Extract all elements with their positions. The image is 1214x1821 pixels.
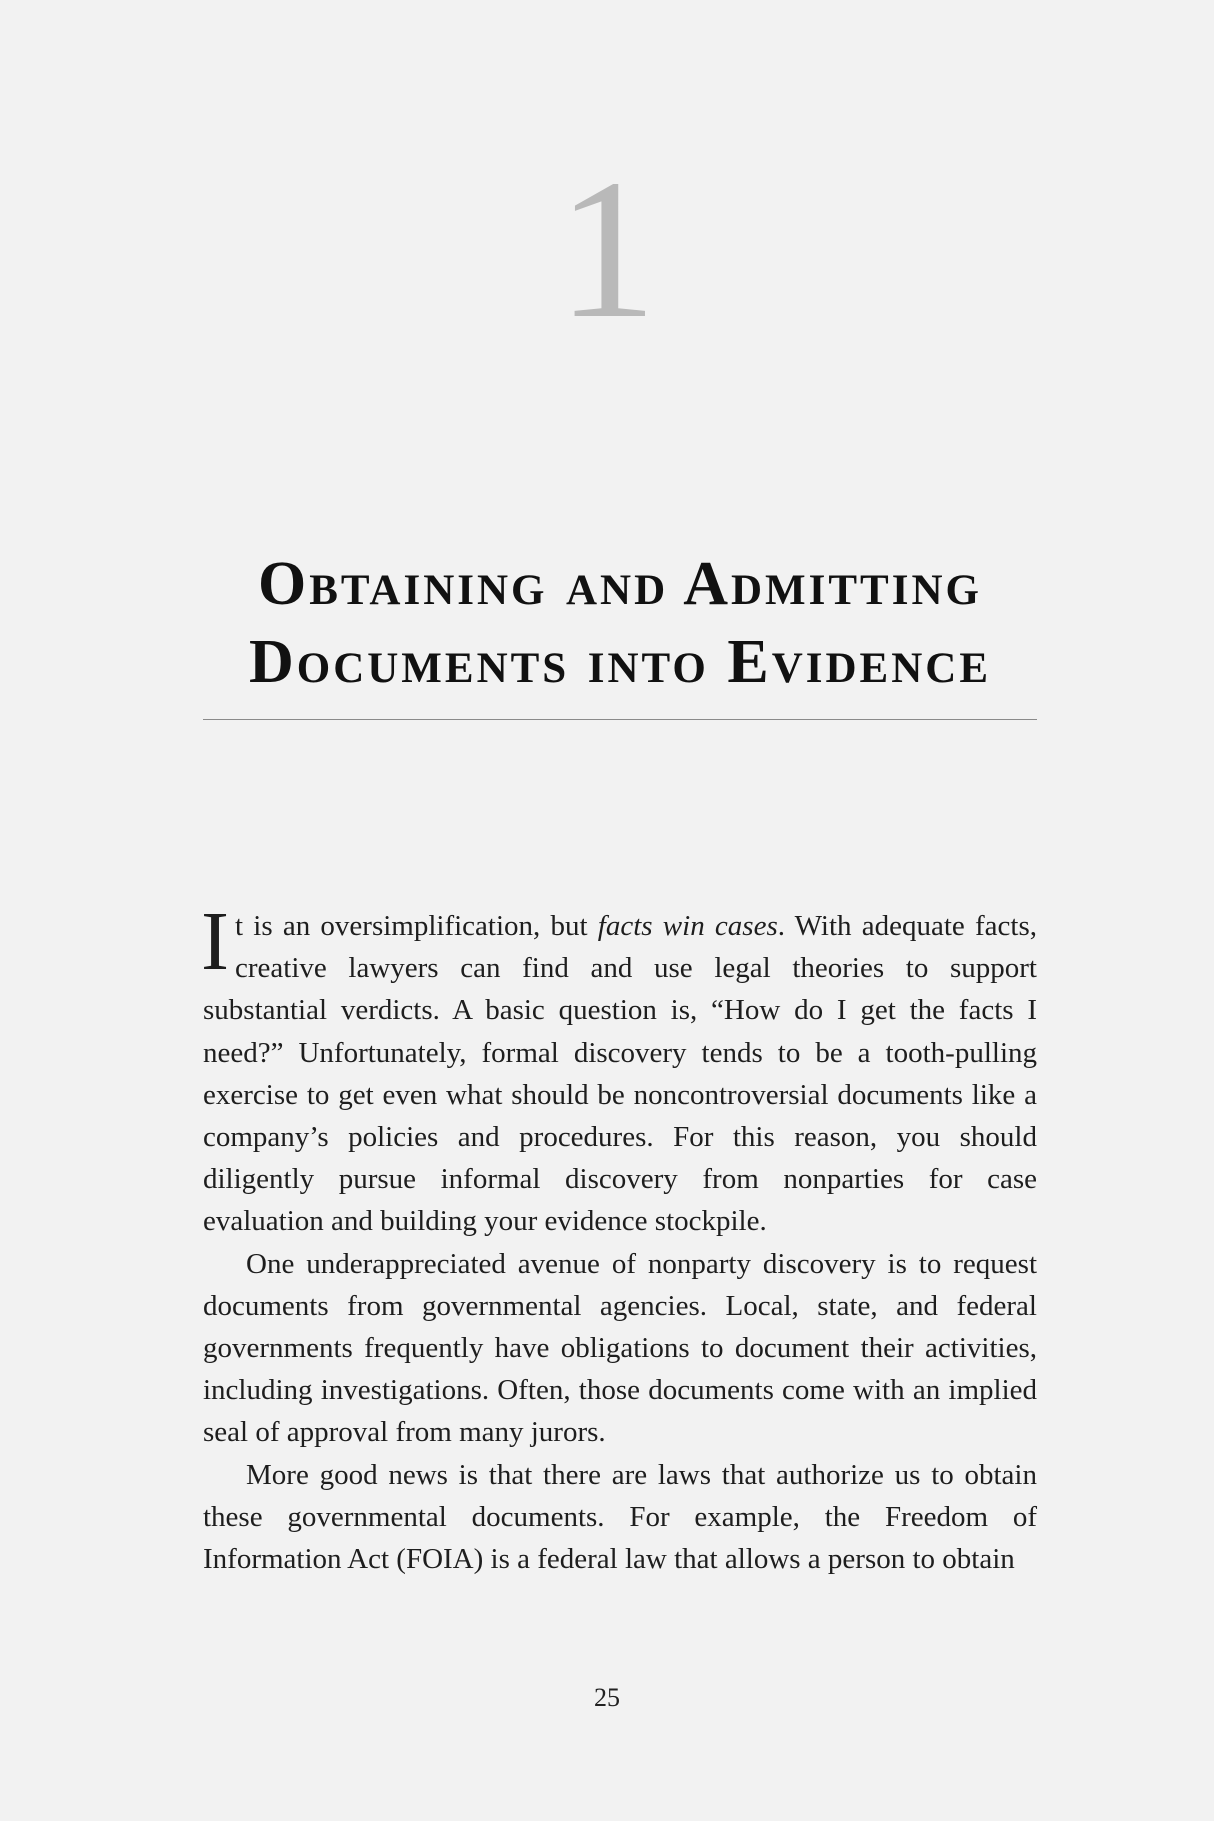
chapter-title: [203, 545, 1037, 701]
paragraph-1-text-a: t is an oversimplification, but: [234, 910, 598, 942]
paragraph-2: One underappreciated avenue of nonparty discovery is to request documents from governmental agencies. Local, state, and federal governments frequently have obligations to document their activities, including investigations. Often, those documents come with an implied seal of approval from many jurors.: [203, 1247, 1037, 1449]
paragraph-1: [201, 895, 1037, 1243]
drop-cap: I: [201, 895, 229, 988]
chapter-number: 1: [557, 139, 657, 360]
paragraph-1-text-b: . With adequate facts, creative lawyers can find and use legal theories to support substantial verdicts. A basic question is, “How do I get the facts I need?” Unfortunately, formal discovery tends to be a tooth-pulling exercise to get even what should be noncontroversial documents like a company’s policies and procedures. For this reason, you should diligently pursue informal discovery from nonparties for case evaluation and building your evidence stockpile.: [203, 910, 1037, 1238]
title-divider: [203, 719, 1037, 720]
body-text: [201, 895, 1037, 1580]
paragraph-1-emphasis: facts win cases: [597, 910, 778, 942]
chapter-title-line-1: Obtaining and Admitting: [258, 550, 982, 618]
page-number: 25: [594, 1683, 620, 1712]
chapter-title-line-2: Documents into Evidence: [248, 628, 992, 696]
paragraph-3: More good news is that there are laws that authorize us to obtain these governmental documents. For example, the Freedom of Information Act (FOIA) is a federal law that allows a person to obtain: [203, 1458, 1037, 1576]
